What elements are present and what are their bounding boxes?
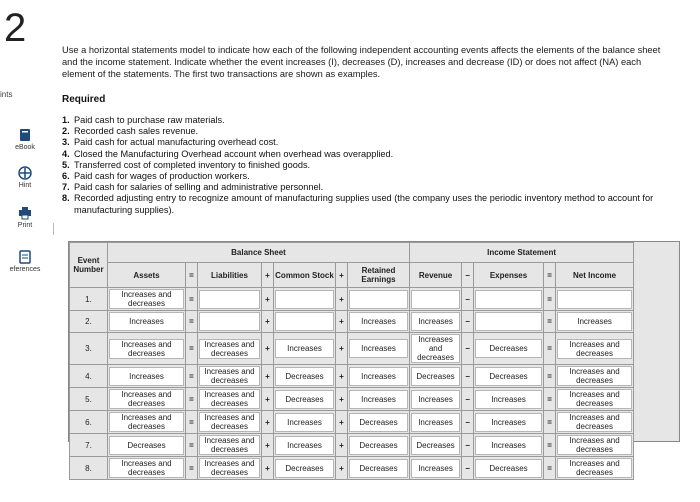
net-income-select[interactable]: Increases and decreases: [557, 339, 632, 359]
op-minus: −: [462, 457, 474, 480]
retained-earnings-cell: [348, 457, 410, 480]
net-income-cell: [556, 434, 634, 457]
expenses-cell: [474, 388, 544, 411]
op-plus: +: [262, 434, 274, 457]
revenue-select[interactable]: [411, 290, 460, 309]
assets-cell: [108, 434, 186, 457]
revenue-cell: [410, 434, 462, 457]
retained-earnings-select[interactable]: Increases: [349, 339, 408, 358]
event-number-cell: 6.: [70, 411, 108, 434]
expenses-select[interactable]: Decreases: [475, 459, 542, 478]
net-income-select[interactable]: Increases: [557, 312, 632, 331]
revenue-cell: [410, 311, 462, 333]
retained-earnings-cell: [348, 411, 410, 434]
net-income-select[interactable]: Increases and decreases: [557, 412, 632, 432]
net-income-cell: [556, 457, 634, 480]
retained-earnings-cell: [348, 311, 410, 333]
op-minus: −: [462, 333, 474, 365]
common-stock-select[interactable]: Decreases: [275, 459, 334, 478]
net-income-cell: [556, 288, 634, 311]
list-item: 6. Paid cash for wages of production workers.: [62, 171, 250, 182]
common-stock-cell: [274, 288, 336, 311]
retained-earnings-cell: [348, 365, 410, 388]
assets-select[interactable]: Increases: [109, 367, 184, 386]
expenses-select[interactable]: Increases: [475, 436, 542, 455]
event-number-header: Event Number: [70, 243, 108, 288]
expenses-select[interactable]: [475, 290, 542, 309]
op-minus: −: [462, 311, 474, 333]
op-plus: +: [262, 333, 274, 365]
event-number-cell: 2.: [70, 311, 108, 333]
liabilities-select[interactable]: Increases and decreases: [199, 458, 260, 478]
retained-earnings-select[interactable]: Decreases: [349, 459, 408, 478]
expenses-cell: [474, 333, 544, 365]
assets-cell: [108, 388, 186, 411]
expenses-select[interactable]: Increases: [475, 390, 542, 409]
table-row: [70, 311, 680, 333]
revenue-select[interactable]: Increases: [411, 390, 460, 409]
net-income-select[interactable]: Increases and decreases: [557, 435, 632, 455]
event-list: [62, 115, 672, 216]
op-equals: =: [186, 457, 198, 480]
revenue-select[interactable]: Increases and decreases: [411, 334, 460, 363]
divider: [53, 223, 54, 235]
common-stock-cell: [274, 457, 336, 480]
net-income-cell: [556, 365, 634, 388]
list-item: 3. Paid cash for actual manufacturing overhead cost.: [62, 137, 279, 148]
op-plus: +: [262, 288, 274, 311]
sidebar-item-label: Hint: [18, 182, 32, 189]
expenses-select[interactable]: Decreases: [475, 367, 542, 386]
list-item: 8. Recorded adjusting entry to recognize amount of manufacturing supplies used (the company uses the periodic inventory method to account for manufacturing supplies).: [62, 193, 654, 215]
expenses-cell: [474, 411, 544, 434]
income-statement-header: Income Statement: [410, 243, 634, 263]
list-item: 7. Paid cash for salaries of selling and administrative personnel.: [62, 182, 324, 193]
op-minus: −: [462, 411, 474, 434]
retained-earnings-cell: [348, 288, 410, 311]
op-minus: −: [462, 263, 474, 288]
retained-earnings-cell: [348, 333, 410, 365]
op-plus: +: [262, 388, 274, 411]
op-plus: +: [336, 263, 348, 288]
common-stock-cell: [274, 311, 336, 333]
expenses-cell: [474, 311, 544, 333]
op-plus: +: [336, 411, 348, 434]
expenses-select[interactable]: [475, 312, 542, 331]
liabilities-cell: [198, 388, 262, 411]
event-number-cell: 8.: [70, 457, 108, 480]
common-stock-select[interactable]: [275, 290, 334, 309]
revenue-cell: [410, 288, 462, 311]
op-plus: +: [336, 434, 348, 457]
points-label: ints: [0, 90, 13, 99]
liabilities-select[interactable]: Increases and decreases: [199, 412, 260, 432]
event-number-cell: 5.: [70, 388, 108, 411]
retained-earnings-cell: [348, 388, 410, 411]
table-row: [70, 388, 680, 411]
retained-earnings-select[interactable]: Increases: [349, 367, 408, 386]
liabilities-select[interactable]: Increases and decreases: [199, 389, 260, 409]
retained-earnings-select[interactable]: [349, 290, 408, 309]
assets-select[interactable]: Increases and decreases: [109, 389, 184, 409]
balance-sheet-header: Balance Sheet: [108, 243, 410, 263]
assets-select[interactable]: Increases and decreases: [109, 339, 184, 359]
revenue-cell: [410, 457, 462, 480]
sidebar-item-references[interactable]: [0, 250, 50, 273]
liabilities-cell: [198, 333, 262, 365]
retained-earnings-select[interactable]: Increases: [349, 390, 408, 409]
question-text: Use a horizontal statements model to indicate how each of the following independent accounting events affects the elements of the balance sheet and the income statement. Indicate whether the event increases (I), decreases (D), increases and decrease (ID) or does not affect (NA) each element of the statements. The first two transactions are shown as examples.: [62, 45, 661, 79]
op-equals: =: [544, 311, 556, 333]
revenue-header: Revenue: [410, 263, 462, 288]
op-plus: +: [262, 365, 274, 388]
net-income-header: Net Income: [556, 263, 634, 288]
assets-select[interactable]: Increases and decreases: [109, 289, 184, 309]
common-stock-cell: [274, 333, 336, 365]
op-equals: =: [186, 288, 198, 311]
op-minus: −: [462, 365, 474, 388]
list-item: 5. Transferred cost of completed inventory to finished goods.: [62, 159, 311, 170]
assets-select[interactable]: Increases: [109, 312, 184, 331]
net-income-cell: [556, 388, 634, 411]
liabilities-cell: [198, 288, 262, 311]
common-stock-select[interactable]: Increases: [275, 413, 334, 432]
liabilities-cell: [198, 457, 262, 480]
op-equals: =: [544, 288, 556, 311]
sidebar-item-label: eBook: [15, 144, 35, 151]
assets-cell: [108, 288, 186, 311]
horizontal-statements-table: [68, 241, 680, 477]
net-income-cell: [556, 311, 634, 333]
op-equals: =: [544, 365, 556, 388]
sidebar-item-print[interactable]: [0, 206, 50, 229]
assets-cell: [108, 311, 186, 333]
table-row: [70, 365, 680, 388]
retained-earnings-select[interactable]: Decreases: [349, 413, 408, 432]
table-row: [70, 333, 680, 365]
common-stock-header: Common Stock: [274, 263, 336, 288]
event-number-cell: 7.: [70, 434, 108, 457]
revenue-cell: [410, 365, 462, 388]
op-equals: =: [186, 434, 198, 457]
expenses-cell: [474, 434, 544, 457]
revenue-select[interactable]: Decreases: [411, 436, 460, 455]
assets-cell: [108, 365, 186, 388]
print-icon: [18, 206, 32, 220]
revenue-cell: [410, 333, 462, 365]
common-stock-cell: [274, 411, 336, 434]
assets-select[interactable]: Increases and decreases: [109, 458, 184, 478]
common-stock-cell: [274, 388, 336, 411]
common-stock-cell: [274, 434, 336, 457]
expenses-select[interactable]: Decreases: [475, 339, 542, 358]
liabilities-select[interactable]: [199, 312, 260, 331]
op-equals: =: [186, 411, 198, 434]
assets-header: Assets: [108, 263, 186, 288]
table-row: [70, 457, 680, 480]
op-plus: +: [262, 411, 274, 434]
common-stock-select[interactable]: Increases: [275, 339, 334, 358]
liabilities-select[interactable]: Increases and decreases: [199, 339, 260, 359]
references-icon: [18, 250, 32, 264]
liabilities-cell: [198, 434, 262, 457]
revenue-select[interactable]: Increases: [411, 312, 460, 331]
op-plus: +: [336, 365, 348, 388]
liabilities-select[interactable]: [199, 290, 260, 309]
common-stock-select[interactable]: [275, 312, 334, 331]
net-income-select[interactable]: Increases and decreases: [557, 389, 632, 409]
sidebar-item-label: eferences: [9, 266, 41, 273]
event-number-cell: 1.: [70, 288, 108, 311]
net-income-select[interactable]: Increases and decreases: [557, 366, 632, 386]
assets-cell: [108, 333, 186, 365]
op-minus: −: [462, 388, 474, 411]
common-stock-select[interactable]: Increases: [275, 436, 334, 455]
retained-earnings-select[interactable]: Increases: [349, 312, 408, 331]
net-income-cell: [556, 333, 634, 365]
sidebar-item-hint[interactable]: [0, 166, 50, 189]
op-plus: +: [336, 388, 348, 411]
common-stock-select[interactable]: Decreases: [275, 390, 334, 409]
table-row: [70, 288, 680, 311]
hint-icon: [18, 166, 32, 180]
op-equals: =: [186, 365, 198, 388]
op-equals: =: [544, 263, 556, 288]
liabilities-select[interactable]: Increases and decreases: [199, 366, 260, 386]
book-icon: [18, 128, 32, 142]
event-number-cell: 4.: [70, 365, 108, 388]
table-row: [70, 411, 680, 434]
op-equals: =: [186, 388, 198, 411]
op-plus: +: [336, 457, 348, 480]
table-row: [70, 434, 680, 457]
op-minus: −: [462, 288, 474, 311]
op-plus: +: [336, 288, 348, 311]
assets-select[interactable]: Increases and decreases: [109, 412, 184, 432]
retained-earnings-cell: [348, 434, 410, 457]
expenses-header: Expenses: [474, 263, 544, 288]
op-equals: =: [186, 333, 198, 365]
revenue-select[interactable]: Decreases: [411, 367, 460, 386]
event-number-cell: 3.: [70, 333, 108, 365]
list-item: 1. Paid cash to purchase raw materials.: [62, 115, 225, 125]
assets-cell: [108, 411, 186, 434]
retained-earnings-select[interactable]: Decreases: [349, 436, 408, 455]
question-number: 2: [4, 6, 27, 50]
list-item: 2. Recorded cash sales revenue.: [62, 126, 199, 137]
assets-cell: [108, 457, 186, 480]
liabilities-header: Liabilities: [198, 263, 262, 288]
op-equals: =: [186, 311, 198, 333]
op-plus: +: [336, 333, 348, 365]
revenue-select[interactable]: Increases: [411, 413, 460, 432]
net-income-select[interactable]: Increases and decreases: [557, 458, 632, 478]
list-item: 4. Closed the Manufacturing Overhead account when overhead was overapplied.: [62, 148, 394, 159]
common-stock-cell: [274, 365, 336, 388]
op-equals: =: [544, 333, 556, 365]
op-plus: +: [336, 311, 348, 333]
op-minus: −: [462, 434, 474, 457]
op-equals: =: [186, 263, 198, 288]
revenue-select[interactable]: Increases: [411, 459, 460, 478]
sidebar-item-ebook[interactable]: [0, 128, 50, 151]
op-equals: =: [544, 411, 556, 434]
op-plus: +: [262, 457, 274, 480]
liabilities-cell: [198, 411, 262, 434]
retained-earnings-header: Retained Earnings: [348, 263, 410, 288]
liabilities-cell: [198, 311, 262, 333]
common-stock-select[interactable]: Decreases: [275, 367, 334, 386]
required-label: Required: [62, 94, 106, 105]
revenue-cell: [410, 388, 462, 411]
expenses-cell: [474, 457, 544, 480]
net-income-cell: [556, 411, 634, 434]
sidebar-item-label: Print: [17, 222, 33, 229]
expenses-cell: [474, 365, 544, 388]
assets-select[interactable]: Decreases: [109, 436, 184, 455]
revenue-cell: [410, 411, 462, 434]
op-equals: =: [544, 457, 556, 480]
op-plus: +: [262, 311, 274, 333]
op-equals: =: [544, 388, 556, 411]
expenses-cell: [474, 288, 544, 311]
op-plus: +: [262, 263, 274, 288]
net-income-select[interactable]: [557, 290, 632, 309]
liabilities-cell: [198, 365, 262, 388]
liabilities-select[interactable]: Increases and decreases: [199, 435, 260, 455]
expenses-select[interactable]: Increases: [475, 413, 542, 432]
op-equals: =: [544, 434, 556, 457]
